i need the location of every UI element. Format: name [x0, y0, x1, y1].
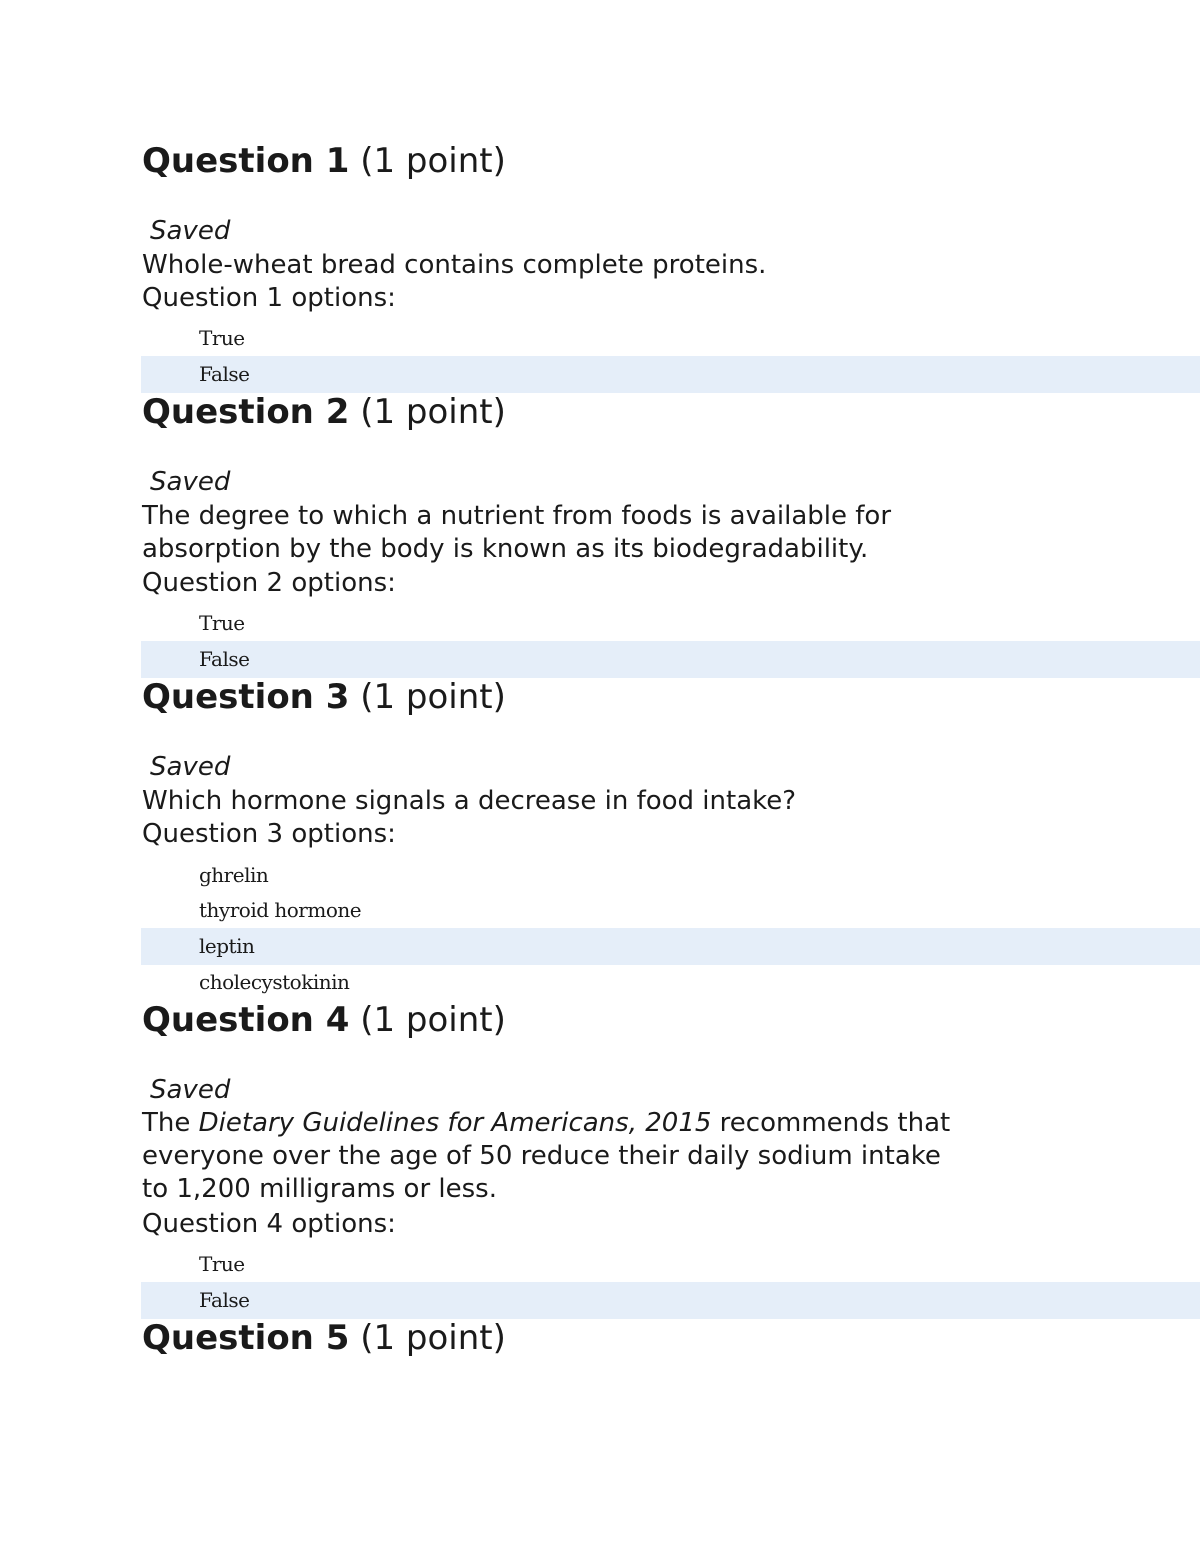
question-2-text-line-1: The degree to which a nutrient from foods is available for — [142, 501, 892, 531]
question-3-options-label: Question 3 options: — [142, 819, 396, 849]
question-3-number: Question 3 — [142, 677, 350, 717]
question-3-option-ghrelin[interactable]: ghrelin — [199, 863, 269, 887]
question-4-text-prefix: The — [142, 1108, 199, 1138]
question-2-heading — [142, 392, 506, 432]
question-1-option-false[interactable]: False — [141, 356, 1200, 393]
question-3-points: (1 point) — [360, 677, 506, 717]
question-3-heading — [142, 677, 506, 717]
question-5-points: (1 point) — [360, 1318, 506, 1358]
question-2-text-line-2: absorption by the body is known as its biodegradability. — [142, 534, 869, 564]
question-4-text-line-2: everyone over the age of 50 reduce their daily sodium intake — [142, 1141, 941, 1171]
question-4-text — [142, 1107, 1062, 1206]
question-2-saved-status: Saved — [150, 467, 231, 497]
question-4-text-line-3: to 1,200 milligrams or less. — [142, 1174, 497, 1204]
question-5-heading — [142, 1318, 506, 1358]
question-4-option-false[interactable]: False — [141, 1282, 1200, 1319]
question-3-text: Which hormone signals a decrease in food intake? — [142, 786, 797, 816]
question-4-text-italic-title: Dietary Guidelines for Americans, 2015 — [198, 1108, 712, 1138]
question-2-options-label: Question 2 options: — [142, 568, 396, 598]
question-4-saved-status: Saved — [150, 1075, 231, 1105]
question-3-option-thyroid-hormone[interactable]: thyroid hormone — [199, 898, 362, 922]
question-2-text — [142, 500, 1062, 566]
question-1-options-label: Question 1 options: — [142, 283, 396, 313]
question-3-option-leptin[interactable]: leptin — [141, 928, 1200, 965]
question-1-heading — [142, 141, 506, 181]
question-1-number: Question 1 — [142, 141, 350, 181]
question-2-option-true[interactable]: True — [199, 611, 245, 635]
question-4-number: Question 4 — [142, 1000, 350, 1040]
question-1-points: (1 point) — [360, 141, 506, 181]
question-1-option-true[interactable]: True — [199, 326, 245, 350]
question-5-number: Question 5 — [142, 1318, 350, 1358]
question-1-saved-status: Saved — [150, 216, 231, 246]
question-4-options-label: Question 4 options: — [142, 1209, 396, 1239]
question-3-saved-status: Saved — [150, 752, 231, 782]
question-2-points: (1 point) — [360, 392, 506, 432]
question-4-option-true[interactable]: True — [199, 1252, 245, 1276]
question-4-points: (1 point) — [360, 1000, 506, 1040]
question-2-number: Question 2 — [142, 392, 350, 432]
question-4-heading — [142, 1000, 506, 1040]
question-3-option-cholecystokinin[interactable]: cholecystokinin — [199, 970, 350, 994]
question-4-text-line-1-rest: recommends that — [711, 1108, 951, 1138]
question-2-option-false[interactable]: False — [141, 641, 1200, 678]
question-1-text: Whole-wheat bread contains complete proteins. — [142, 250, 767, 280]
